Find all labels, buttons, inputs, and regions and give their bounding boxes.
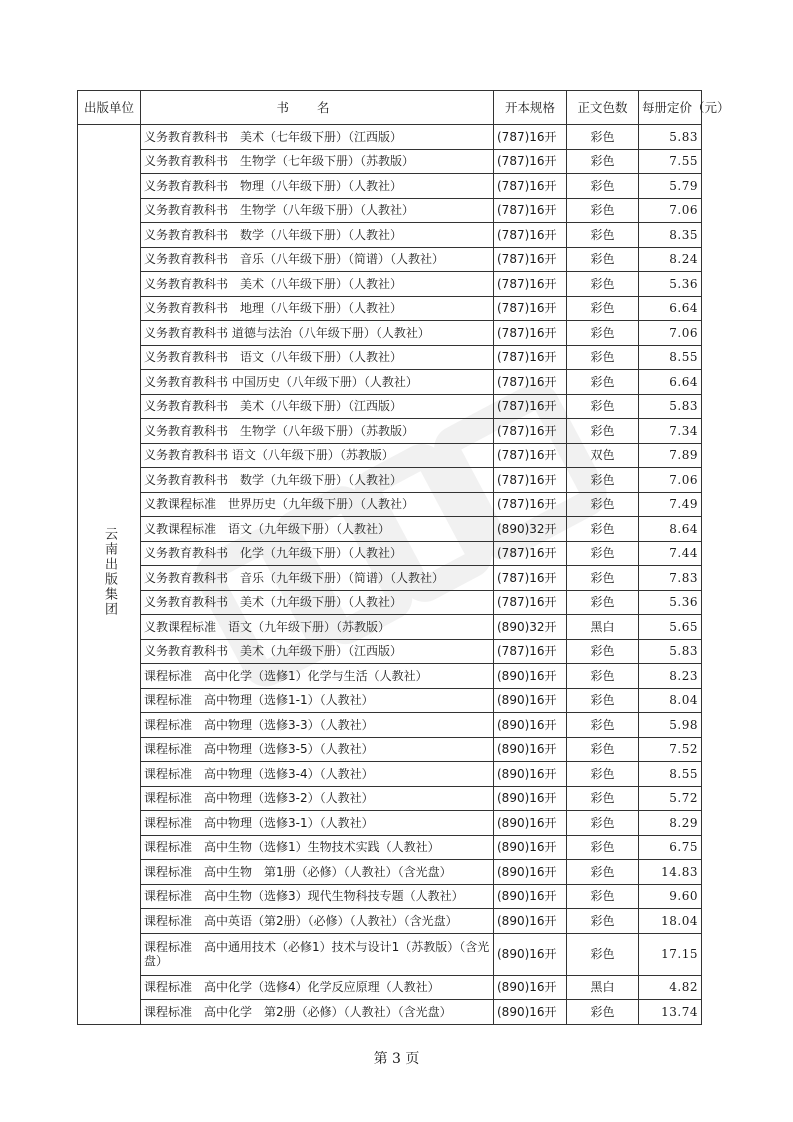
book-title-cell: 义务教育教科书 化学（九年级下册）（人教社） [141,541,494,566]
price-cell: 6.64 [639,370,702,395]
format-cell: (890)16开 [494,1000,567,1025]
colors-cell: 彩色 [567,884,639,909]
book-title-cell: 义务教育教科书 中国历史（八年级下册）（人教社） [141,370,494,395]
price-cell: 8.29 [639,811,702,836]
book-title-cell: 义务教育教科书 语文（八年级下册）（苏教版） [141,443,494,468]
table-row [78,296,702,321]
table-row [78,590,702,615]
table-header-row [78,91,702,125]
price-cell: 7.49 [639,492,702,517]
header-publisher: 出版单位 [78,91,141,125]
format-cell: (890)16开 [494,664,567,689]
header-price: 每册定价（元） [639,91,702,125]
table-row [78,247,702,272]
format-cell: (890)32开 [494,615,567,640]
format-cell: (787)16开 [494,223,567,248]
colors-cell: 彩色 [567,762,639,787]
colors-cell: 双色 [567,443,639,468]
format-cell: (787)16开 [494,468,567,493]
colors-cell: 彩色 [567,566,639,591]
format-cell: (890)16开 [494,933,567,975]
price-cell: 9.60 [639,884,702,909]
price-cell: 8.64 [639,517,702,542]
colors-cell: 彩色 [567,419,639,444]
colors-cell: 彩色 [567,370,639,395]
price-cell: 5.72 [639,786,702,811]
format-cell: (787)16开 [494,541,567,566]
table-row [78,811,702,836]
colors-cell: 彩色 [567,296,639,321]
table-row [78,786,702,811]
format-cell: (787)16开 [494,394,567,419]
price-cell: 7.34 [639,419,702,444]
table-row [78,517,702,542]
book-title-cell: 义务教育教科书 语文（八年级下册）（人教社） [141,345,494,370]
book-title-cell: 义务教育教科书 美术（八年级下册）（江西版） [141,394,494,419]
format-cell: (890)16开 [494,737,567,762]
colors-cell: 彩色 [567,811,639,836]
book-title-cell: 课程标准 高中生物 第1册（必修）（人教社）（含光盘） [141,860,494,885]
colors-cell: 彩色 [567,860,639,885]
price-cell: 7.06 [639,321,702,346]
colors-cell: 彩色 [567,713,639,738]
format-cell: (890)16开 [494,884,567,909]
price-cell: 6.75 [639,835,702,860]
table-row [78,566,702,591]
colors-cell: 彩色 [567,933,639,975]
price-cell: 8.04 [639,688,702,713]
book-title-cell: 义教课程标准 世界历史（九年级下册）（人教社） [141,492,494,517]
book-title-cell: 义务教育教科书 美术（七年级下册）（江西版） [141,125,494,150]
colors-cell: 彩色 [567,835,639,860]
book-title-cell: 课程标准 高中物理（选修3-5）（人教社） [141,737,494,762]
book-title-cell: 课程标准 高中英语（第2册）（必修）（人教社）（含光盘） [141,909,494,934]
colors-cell: 彩色 [567,198,639,223]
table-row [78,762,702,787]
colors-cell: 彩色 [567,492,639,517]
colors-cell: 彩色 [567,541,639,566]
format-cell: (787)16开 [494,321,567,346]
price-cell: 7.89 [639,443,702,468]
table-row [78,909,702,934]
table-row [78,370,702,395]
book-title-cell: 义务教育教科书 数学（九年级下册）（人教社） [141,468,494,493]
colors-cell: 彩色 [567,639,639,664]
format-cell: (890)16开 [494,860,567,885]
format-cell: (787)16开 [494,345,567,370]
format-cell: (890)16开 [494,786,567,811]
page-number: 第 3 页 [373,1051,420,1067]
format-cell: (890)16开 [494,909,567,934]
book-title-cell: 义务教育教科书 地理（八年级下册）（人教社） [141,296,494,321]
format-cell: (890)16开 [494,835,567,860]
textbook-price-table [77,90,730,1025]
price-cell: 7.06 [639,198,702,223]
price-cell: 17.15 [639,933,702,975]
book-title-cell: 义教课程标准 语文（九年级下册）（苏教版） [141,615,494,640]
table-row [78,835,702,860]
format-cell: (787)16开 [494,296,567,321]
table-row [78,933,702,975]
colors-cell: 彩色 [567,272,639,297]
price-cell: 5.79 [639,174,702,199]
book-title-cell: 课程标准 高中物理（选修3-3）（人教社） [141,713,494,738]
colors-cell: 彩色 [567,223,639,248]
price-cell: 8.23 [639,664,702,689]
price-cell: 5.36 [639,272,702,297]
table-row [78,688,702,713]
book-title-cell: 义务教育教科书 美术（九年级下册）（江西版） [141,639,494,664]
colors-cell: 彩色 [567,1000,639,1025]
format-cell: (787)16开 [494,443,567,468]
colors-cell: 彩色 [567,247,639,272]
table-row [78,223,702,248]
table-row [78,541,702,566]
colors-cell: 黑白 [567,615,639,640]
header-title: 书名 [141,91,494,125]
format-cell: (890)16开 [494,975,567,1000]
price-cell: 14.83 [639,860,702,885]
table-row [78,975,702,1000]
price-cell: 5.83 [639,639,702,664]
book-title-cell: 课程标准 高中生物（选修3）现代生物科技专题（人教社） [141,884,494,909]
format-cell: (890)16开 [494,713,567,738]
price-cell: 5.83 [639,125,702,150]
price-cell: 7.06 [639,468,702,493]
publisher-cell [78,125,141,1025]
price-cell: 8.55 [639,762,702,787]
book-title-cell: 课程标准 高中物理（选修3-4）（人教社） [141,762,494,787]
table-row [78,321,702,346]
colors-cell: 黑白 [567,975,639,1000]
price-cell: 5.83 [639,394,702,419]
table-row [78,125,702,150]
price-cell: 5.36 [639,590,702,615]
table-row [78,737,702,762]
colors-cell: 彩色 [567,394,639,419]
book-title-cell: 课程标准 高中物理（选修3-1）（人教社） [141,811,494,836]
table-row [78,492,702,517]
book-title-cell: 课程标准 高中化学 第2册（必修）（人教社）（含光盘） [141,1000,494,1025]
format-cell: (787)16开 [494,590,567,615]
book-title-cell: 义务教育教科书 物理（八年级下册）（人教社） [141,174,494,199]
format-cell: (787)16开 [494,174,567,199]
price-cell: 7.52 [639,737,702,762]
price-cell: 5.98 [639,713,702,738]
price-cell: 13.74 [639,1000,702,1025]
colors-cell: 彩色 [567,149,639,174]
price-cell: 8.24 [639,247,702,272]
price-cell: 7.55 [639,149,702,174]
book-title-cell: 课程标准 高中物理（选修1-1）（人教社） [141,688,494,713]
format-cell: (787)16开 [494,149,567,174]
colors-cell: 彩色 [567,174,639,199]
price-cell: 4.82 [639,975,702,1000]
table-row [78,345,702,370]
price-cell: 6.64 [639,296,702,321]
price-cell: 8.55 [639,345,702,370]
format-cell: (890)16开 [494,811,567,836]
colors-cell: 彩色 [567,125,639,150]
format-cell: (787)16开 [494,125,567,150]
colors-cell: 彩色 [567,345,639,370]
book-title-cell: 义务教育教科书 生物学（七年级下册）（苏教版） [141,149,494,174]
book-title-cell: 义务教育教科书 数学（八年级下册）（人教社） [141,223,494,248]
header-format: 开本规格 [494,91,567,125]
colors-cell: 彩色 [567,664,639,689]
format-cell: (787)16开 [494,370,567,395]
colors-cell: 彩色 [567,468,639,493]
table-row [78,1000,702,1025]
book-title-cell: 课程标准 高中生物（选修1）生物技术实践（人教社） [141,835,494,860]
format-cell: (890)32开 [494,517,567,542]
book-title-cell: 义务教育教科书 美术（八年级下册）（人教社） [141,272,494,297]
format-cell: (890)16开 [494,762,567,787]
format-cell: (787)16开 [494,272,567,297]
book-title-cell: 义务教育教科书 美术（九年级下册）（人教社） [141,590,494,615]
format-cell: (787)16开 [494,419,567,444]
book-title-cell: 义教课程标准 语文（九年级下册）（人教社） [141,517,494,542]
price-cell: 7.83 [639,566,702,591]
colors-cell: 彩色 [567,786,639,811]
table-row [78,149,702,174]
table-row [78,468,702,493]
table-row [78,664,702,689]
price-cell: 7.44 [639,541,702,566]
format-cell: (890)16开 [494,688,567,713]
table-row [78,443,702,468]
header-colors: 正文色数 [567,91,639,125]
book-title-cell: 课程标准 高中物理（选修3-2）（人教社） [141,786,494,811]
table-body [78,125,702,1025]
table-row [78,713,702,738]
colors-cell: 彩色 [567,590,639,615]
colors-cell: 彩色 [567,517,639,542]
colors-cell: 彩色 [567,321,639,346]
price-cell: 8.35 [639,223,702,248]
book-title-cell: 课程标准 高中化学（选修1）化学与生活（人教社） [141,664,494,689]
book-title-cell: 义务教育教科书 音乐（八年级下册）（简谱）（人教社） [141,247,494,272]
table-row [78,198,702,223]
table-row [78,639,702,664]
table-row [78,174,702,199]
format-cell: (787)16开 [494,247,567,272]
book-title-cell: 义务教育教科书 音乐（九年级下册）（简谱）（人教社） [141,566,494,591]
format-cell: (787)16开 [494,492,567,517]
book-title-cell: 课程标准 高中通用技术（必修1）技术与设计1（苏教版）（含光盘） [141,933,494,975]
format-cell: (787)16开 [494,566,567,591]
colors-cell: 彩色 [567,737,639,762]
book-title-cell: 义务教育教科书 道德与法治（八年级下册）（人教社） [141,321,494,346]
colors-cell: 彩色 [567,909,639,934]
price-cell: 5.65 [639,615,702,640]
table-row [78,860,702,885]
table-row [78,419,702,444]
table-row [78,272,702,297]
price-cell: 18.04 [639,909,702,934]
book-title-cell: 义务教育教科书 生物学（八年级下册）（人教社） [141,198,494,223]
format-cell: (787)16开 [494,639,567,664]
format-cell: (787)16开 [494,198,567,223]
publisher-label: 云南出版集团 [102,527,117,618]
book-title-cell: 课程标准 高中化学（选修4）化学反应原理（人教社） [141,975,494,1000]
table-row [78,615,702,640]
table-row [78,394,702,419]
book-title-cell: 义务教育教科书 生物学（八年级下册）（苏教版） [141,419,494,444]
table-row [78,884,702,909]
colors-cell: 彩色 [567,688,639,713]
